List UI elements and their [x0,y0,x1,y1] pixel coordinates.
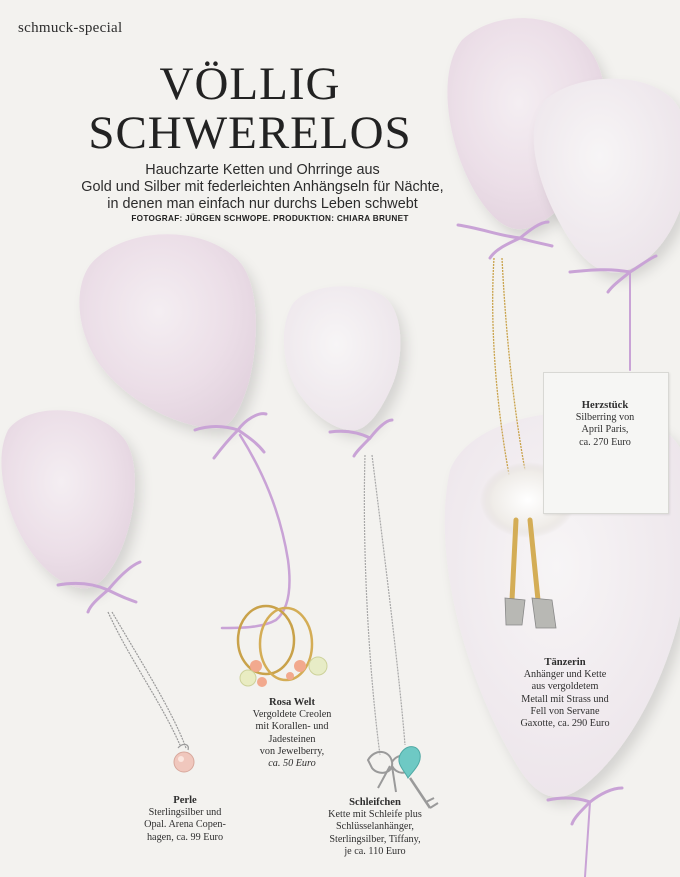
subtitle-line-3: in denen man einfach nur durchs Leben schwebt [107,196,418,212]
earrings-rosa-welt [238,606,327,687]
caption-schleifchen-line: Kette mit Schleife plus [328,809,422,821]
section-kicker: schmuck-special [18,20,123,36]
subtitle-line-1: Hauchzarte Ketten und Ohrringe aus [145,162,380,178]
balloon-middle-left [79,234,255,428]
caption-taenzerin-line: Fell von Servane [530,705,600,717]
photo-credit: FOTOGRAF: JÜRGEN SCHWOPE. PRODUKTION: CHIARA BRUNET [131,214,409,223]
caption-schleifchen-line: Sterlingsilber, Tiffany, [329,833,421,845]
caption-taenzerin-line: Gaxotte, ca. 290 Euro [520,718,610,730]
caption-perle-line: Opal. Arena Copen- [144,819,226,831]
balloon-right [534,79,680,273]
headline-line-2: SCHWERELOS [88,107,412,159]
caption-schleifchen [300,797,450,858]
caption-rosa-welt-line: Vergoldete Creolen [252,709,332,721]
necklace-schleifchen [364,455,438,808]
caption-taenzerin-line: Anhänger und Kette [523,669,607,681]
caption-rosa-welt-line: mit Korallen- und [255,721,329,733]
balloon-center [284,286,401,430]
caption-rosa-welt-line: Jadesteinen [268,733,316,745]
caption-herzstueck-name: Herzstück [581,400,629,411]
caption-perle-name: Perle [173,795,197,806]
caption-rosa-welt-line: von Jewelberry, [259,745,325,757]
subtitle-line-2: Gold und Silber mit federleichten Anhängseln für Nächte, [81,179,444,195]
caption-taenzerin-line: aus vergoldetem [531,681,599,693]
caption-perle-line: hagen, ca. 99 Euro [146,831,224,843]
caption-taenzerin-line: Metall mit Strass und [521,693,609,705]
pendant-perle [108,612,194,772]
caption-perle-line: Sterlingsilber und [148,807,222,819]
caption-schleifchen-line: je ca. 110 Euro [344,845,406,857]
subtitle [40,162,485,213]
caption-rosa-welt [232,697,352,770]
caption-perle [120,795,250,844]
caption-rosa-welt-name: Rosa Welt [268,697,315,708]
headline-line-1: VÖLLIG [159,58,341,110]
caption-taenzerin-name: Tänzerin [544,657,586,668]
balloon-left [1,410,134,588]
caption-herzstueck-line: ca. 270 Euro [579,436,631,448]
caption-schleifchen-line: Schlüsselanhänger, [336,821,414,833]
caption-herzstueck [552,400,658,449]
caption-taenzerin [495,657,635,730]
caption-rosa-welt-price: ca. 50 Euro [268,758,316,770]
caption-schleifchen-name: Schleifchen [349,797,401,808]
caption-herzstueck-line: Silberring von [575,412,635,424]
caption-herzstueck-line: April Paris, [581,424,629,436]
